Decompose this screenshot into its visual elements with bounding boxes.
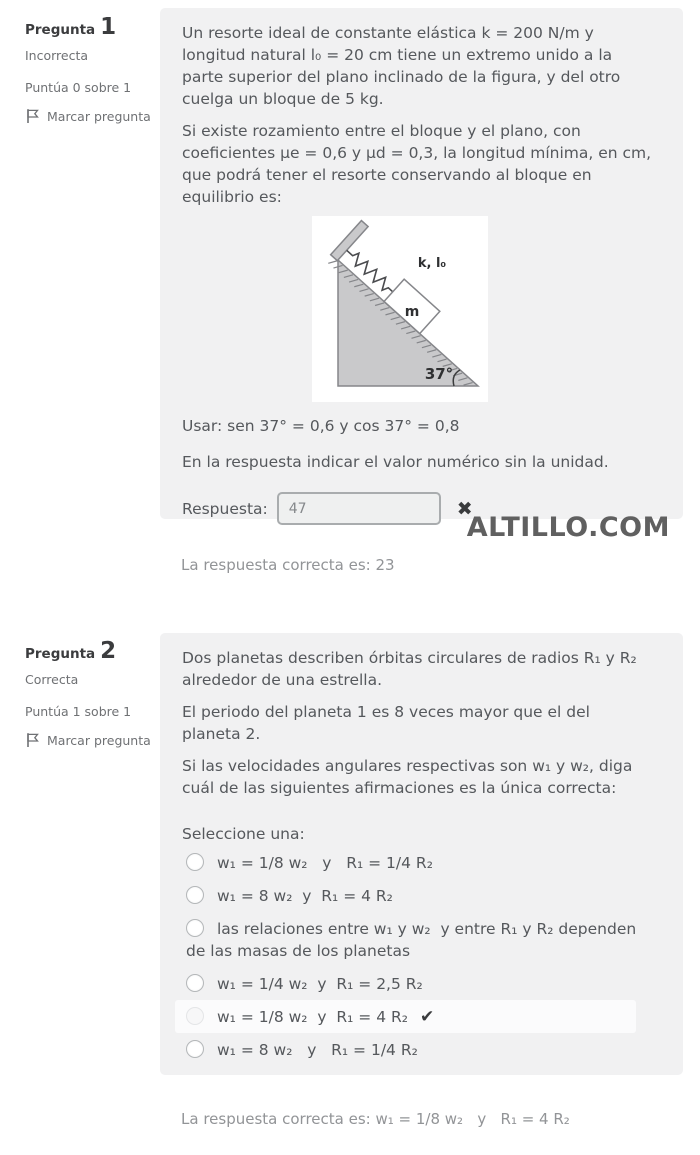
- option-text: w₁ = 1/8 w₂ y R₁ = 4 R₂: [217, 1007, 408, 1026]
- answer-option-6[interactable]: [182, 1033, 653, 1066]
- question-1-info: [25, 16, 155, 124]
- incorrect-cross-icon: ✖: [456, 497, 473, 520]
- question-1-paragraph: Un resorte ideal de constante elástica k = 200 N/m y longitud natural l₀ = 20 cm tiene un extremo unido a la parte superior del plano inclinado de la figura, y del otro cuelga un bloque de 5 kg.: [182, 24, 621, 108]
- answer-option-4[interactable]: [182, 967, 653, 1000]
- usar-line: Usar: sen 37° = 0,6 y cos 37° = 0,8: [182, 417, 460, 435]
- answer-input[interactable]: [277, 492, 441, 525]
- flag-icon: [25, 732, 40, 748]
- question-2-paragraph: El periodo del planeta 1 es 8 veces mayor que el del planeta 2.: [182, 703, 590, 743]
- flag-label: Marcar pregunta: [47, 108, 151, 124]
- correct-check-icon: ✔: [419, 1006, 435, 1027]
- option-text: w₁ = 1/4 w₂ y R₁ = 2,5 R₂: [217, 974, 423, 993]
- note-line: En la respuesta indicar el valor numérico sin la unidad.: [182, 453, 609, 471]
- question-2-grade: Puntúa 1 sobre 1: [25, 704, 132, 719]
- flag-question-button[interactable]: [25, 108, 155, 124]
- answer-option-1[interactable]: [182, 846, 653, 879]
- question-number: 1: [100, 14, 117, 40]
- question-2-content: [160, 633, 683, 1075]
- flag-icon: [25, 108, 40, 124]
- question-1-feedback: La respuesta correcta es: 23: [181, 556, 395, 574]
- question-number: 2: [100, 638, 117, 664]
- watermark: ALTILLO.COM: [466, 512, 670, 543]
- option-text: w₁ = 1/8 w₂ y R₁ = 1/4 R₂: [217, 853, 433, 872]
- radio-icon[interactable]: [186, 886, 204, 904]
- answer-label: Respuesta:: [182, 499, 268, 518]
- question-2-paragraph: Dos planetas describen órbitas circulares de radios R₁ y R₂ alrededor de una estrella.: [182, 649, 637, 689]
- figure-spring-label: k, l₀: [417, 256, 447, 271]
- question-1-paragraph: Si existe rozamiento entre el bloque y el plano, con coeficientes μe = 0,6 y μd = 0,3, la longitud mínima, en cm, que podrá tener el resorte conservando al bloque en equilibrio es:: [182, 122, 652, 206]
- radio-icon[interactable]: [186, 919, 204, 937]
- answer-option-3[interactable]: [182, 912, 653, 967]
- inclined-plane-figure: [312, 216, 488, 402]
- radio-icon[interactable]: [186, 1040, 204, 1058]
- question-1-grade: Puntúa 0 sobre 1: [25, 80, 132, 95]
- question-2-feedback: La respuesta correcta es: w₁ = 1/8 w₂ y R₁ = 4 R₂: [181, 1110, 570, 1128]
- radio-icon[interactable]: [186, 853, 204, 871]
- question-1-content: [160, 8, 683, 519]
- flag-label: Marcar pregunta: [47, 732, 151, 748]
- option-text: w₁ = 8 w₂ y R₁ = 4 R₂: [217, 886, 393, 905]
- flag-question-button[interactable]: [25, 732, 155, 748]
- question-2-title: [25, 640, 155, 663]
- answer-option-2[interactable]: [182, 879, 653, 912]
- radio-icon[interactable]: [186, 974, 204, 992]
- question-word: Pregunta: [25, 646, 96, 662]
- question-1-title: [25, 16, 155, 39]
- question-1-state: Incorrecta: [25, 48, 89, 63]
- select-one-label: Seleccione una:: [182, 825, 305, 843]
- question-2-paragraph: Si las velocidades angulares respectivas son w₁ y w₂, diga cuál de las siguientes afirmaciones es la única correcta:: [182, 757, 633, 797]
- radio-icon-selected[interactable]: [186, 1007, 204, 1025]
- question-word: Pregunta: [25, 22, 96, 38]
- question-2-info: [25, 640, 155, 748]
- option-text: las relaciones entre w₁ y w₂ y entre R₁ y R₂ dependen de las masas de los planetas: [186, 919, 642, 960]
- answer-option-5-selected[interactable]: [175, 1000, 636, 1033]
- figure-block-label: m: [404, 304, 420, 320]
- figure-angle-label: 37°: [424, 365, 454, 383]
- option-text: w₁ = 8 w₂ y R₁ = 1/4 R₂: [217, 1040, 418, 1059]
- question-2-state: Correcta: [25, 672, 79, 687]
